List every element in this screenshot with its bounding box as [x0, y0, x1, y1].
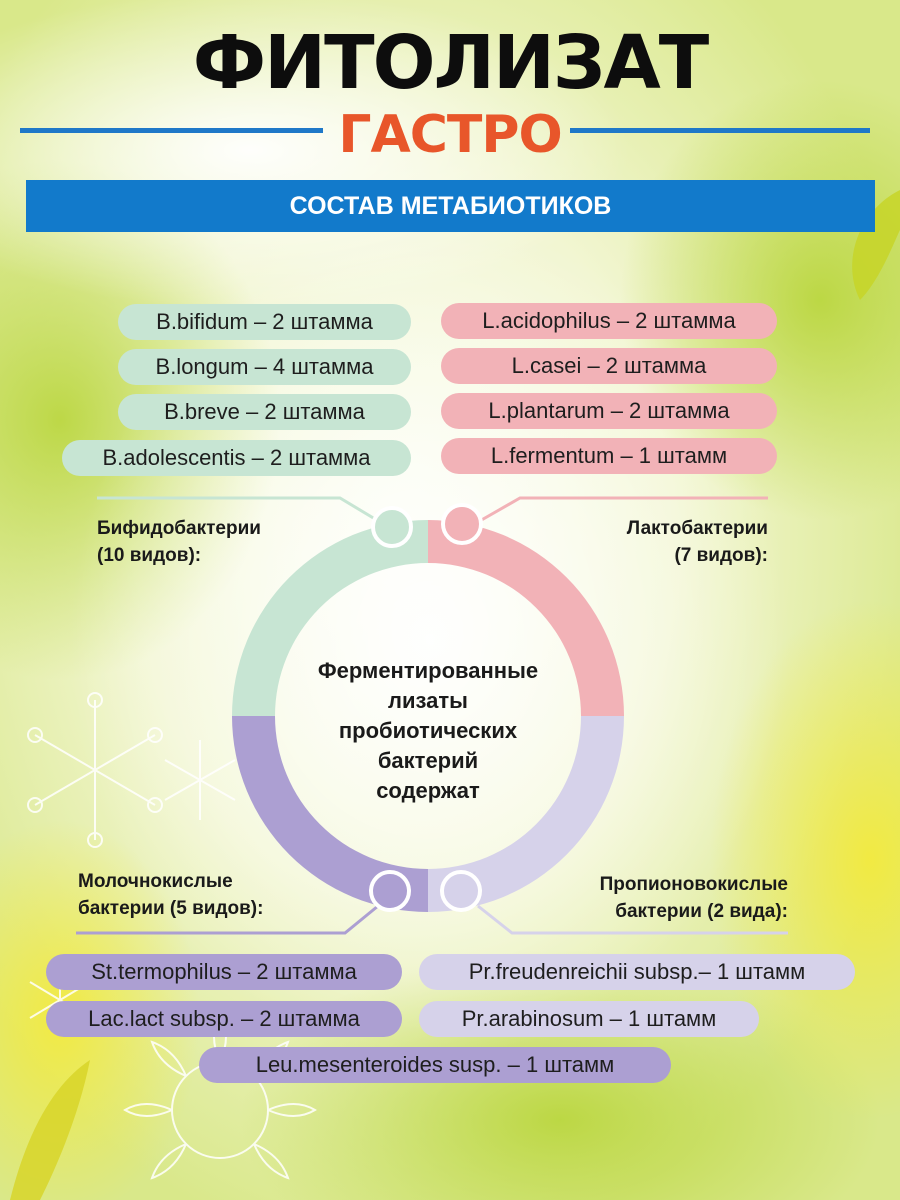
node-bifido [373, 508, 411, 546]
center-caption-line3: пробиотических [338, 718, 518, 743]
strain-pill-lacto-4: L.fermentum – 1 штамм [441, 438, 777, 474]
section-banner: СОСТАВ МЕТАБИОТИКОВ [26, 180, 875, 232]
center-caption-line1: Ферментированные [317, 658, 539, 683]
group-label-lacto [560, 515, 768, 569]
strain-pill-propionic-2: Pr.arabinosum – 1 штамм [419, 1001, 759, 1037]
node-lacto [443, 505, 481, 543]
group-label-bifido-line1: Бифидобактерии [97, 518, 261, 539]
node-propionic [442, 872, 480, 910]
strain-pill-lacto-3: L.plantarum – 2 штамма [441, 393, 777, 429]
strain-pill-bifido-4: B.adolescentis – 2 штамма [62, 440, 411, 476]
strain-pill-lacto-2: L.casei – 2 штамма [441, 348, 777, 384]
center-caption-line4: бактерий [377, 748, 479, 773]
group-label-bifido-line2: (10 видов): [97, 545, 202, 566]
strain-pill-bifido-2: B.longum – 4 штамма [118, 349, 411, 385]
page-subtitle: ГАСТРО [338, 105, 562, 165]
center-caption-line5: содержат [376, 778, 480, 803]
group-label-lactic-line2: бактерии (5 видов): [78, 898, 264, 919]
center-caption [290, 656, 566, 806]
group-label-lacto-line1: Лактобактерии [626, 518, 768, 539]
group-label-propionic-line1: Пропионовокислые [599, 874, 788, 895]
strain-pill-propionic-1: Pr.freudenreichii subsp.– 1 штамм [419, 954, 855, 990]
group-label-bifido [97, 515, 261, 569]
strain-pill-lacto-1: L.acidophilus – 2 штамма [441, 303, 777, 339]
strain-pill-lactic-1: St.termophilus – 2 штамма [46, 954, 402, 990]
node-lactic [371, 872, 409, 910]
strain-pill-lactic-2: Lac.lact subsp. – 2 штамма [46, 1001, 402, 1037]
group-label-lactic [78, 868, 263, 922]
page-title: ФИТОЛИЗАТ [192, 20, 708, 106]
group-label-propionic-line2: бактерии (2 вида): [615, 901, 788, 922]
strain-pill-bifido-1: B.bifidum – 2 штамма [118, 304, 411, 340]
center-caption-line2: лизаты [388, 688, 468, 713]
group-label-lacto-line2: (7 видов): [674, 545, 768, 566]
strain-pill-lactic-3: Leu.mesenteroides susp. – 1 штамм [199, 1047, 671, 1083]
group-label-propionic [540, 871, 788, 925]
strain-pill-bifido-3: B.breve – 2 штамма [118, 394, 411, 430]
group-label-lactic-line1: Молочнокислые [78, 871, 233, 892]
